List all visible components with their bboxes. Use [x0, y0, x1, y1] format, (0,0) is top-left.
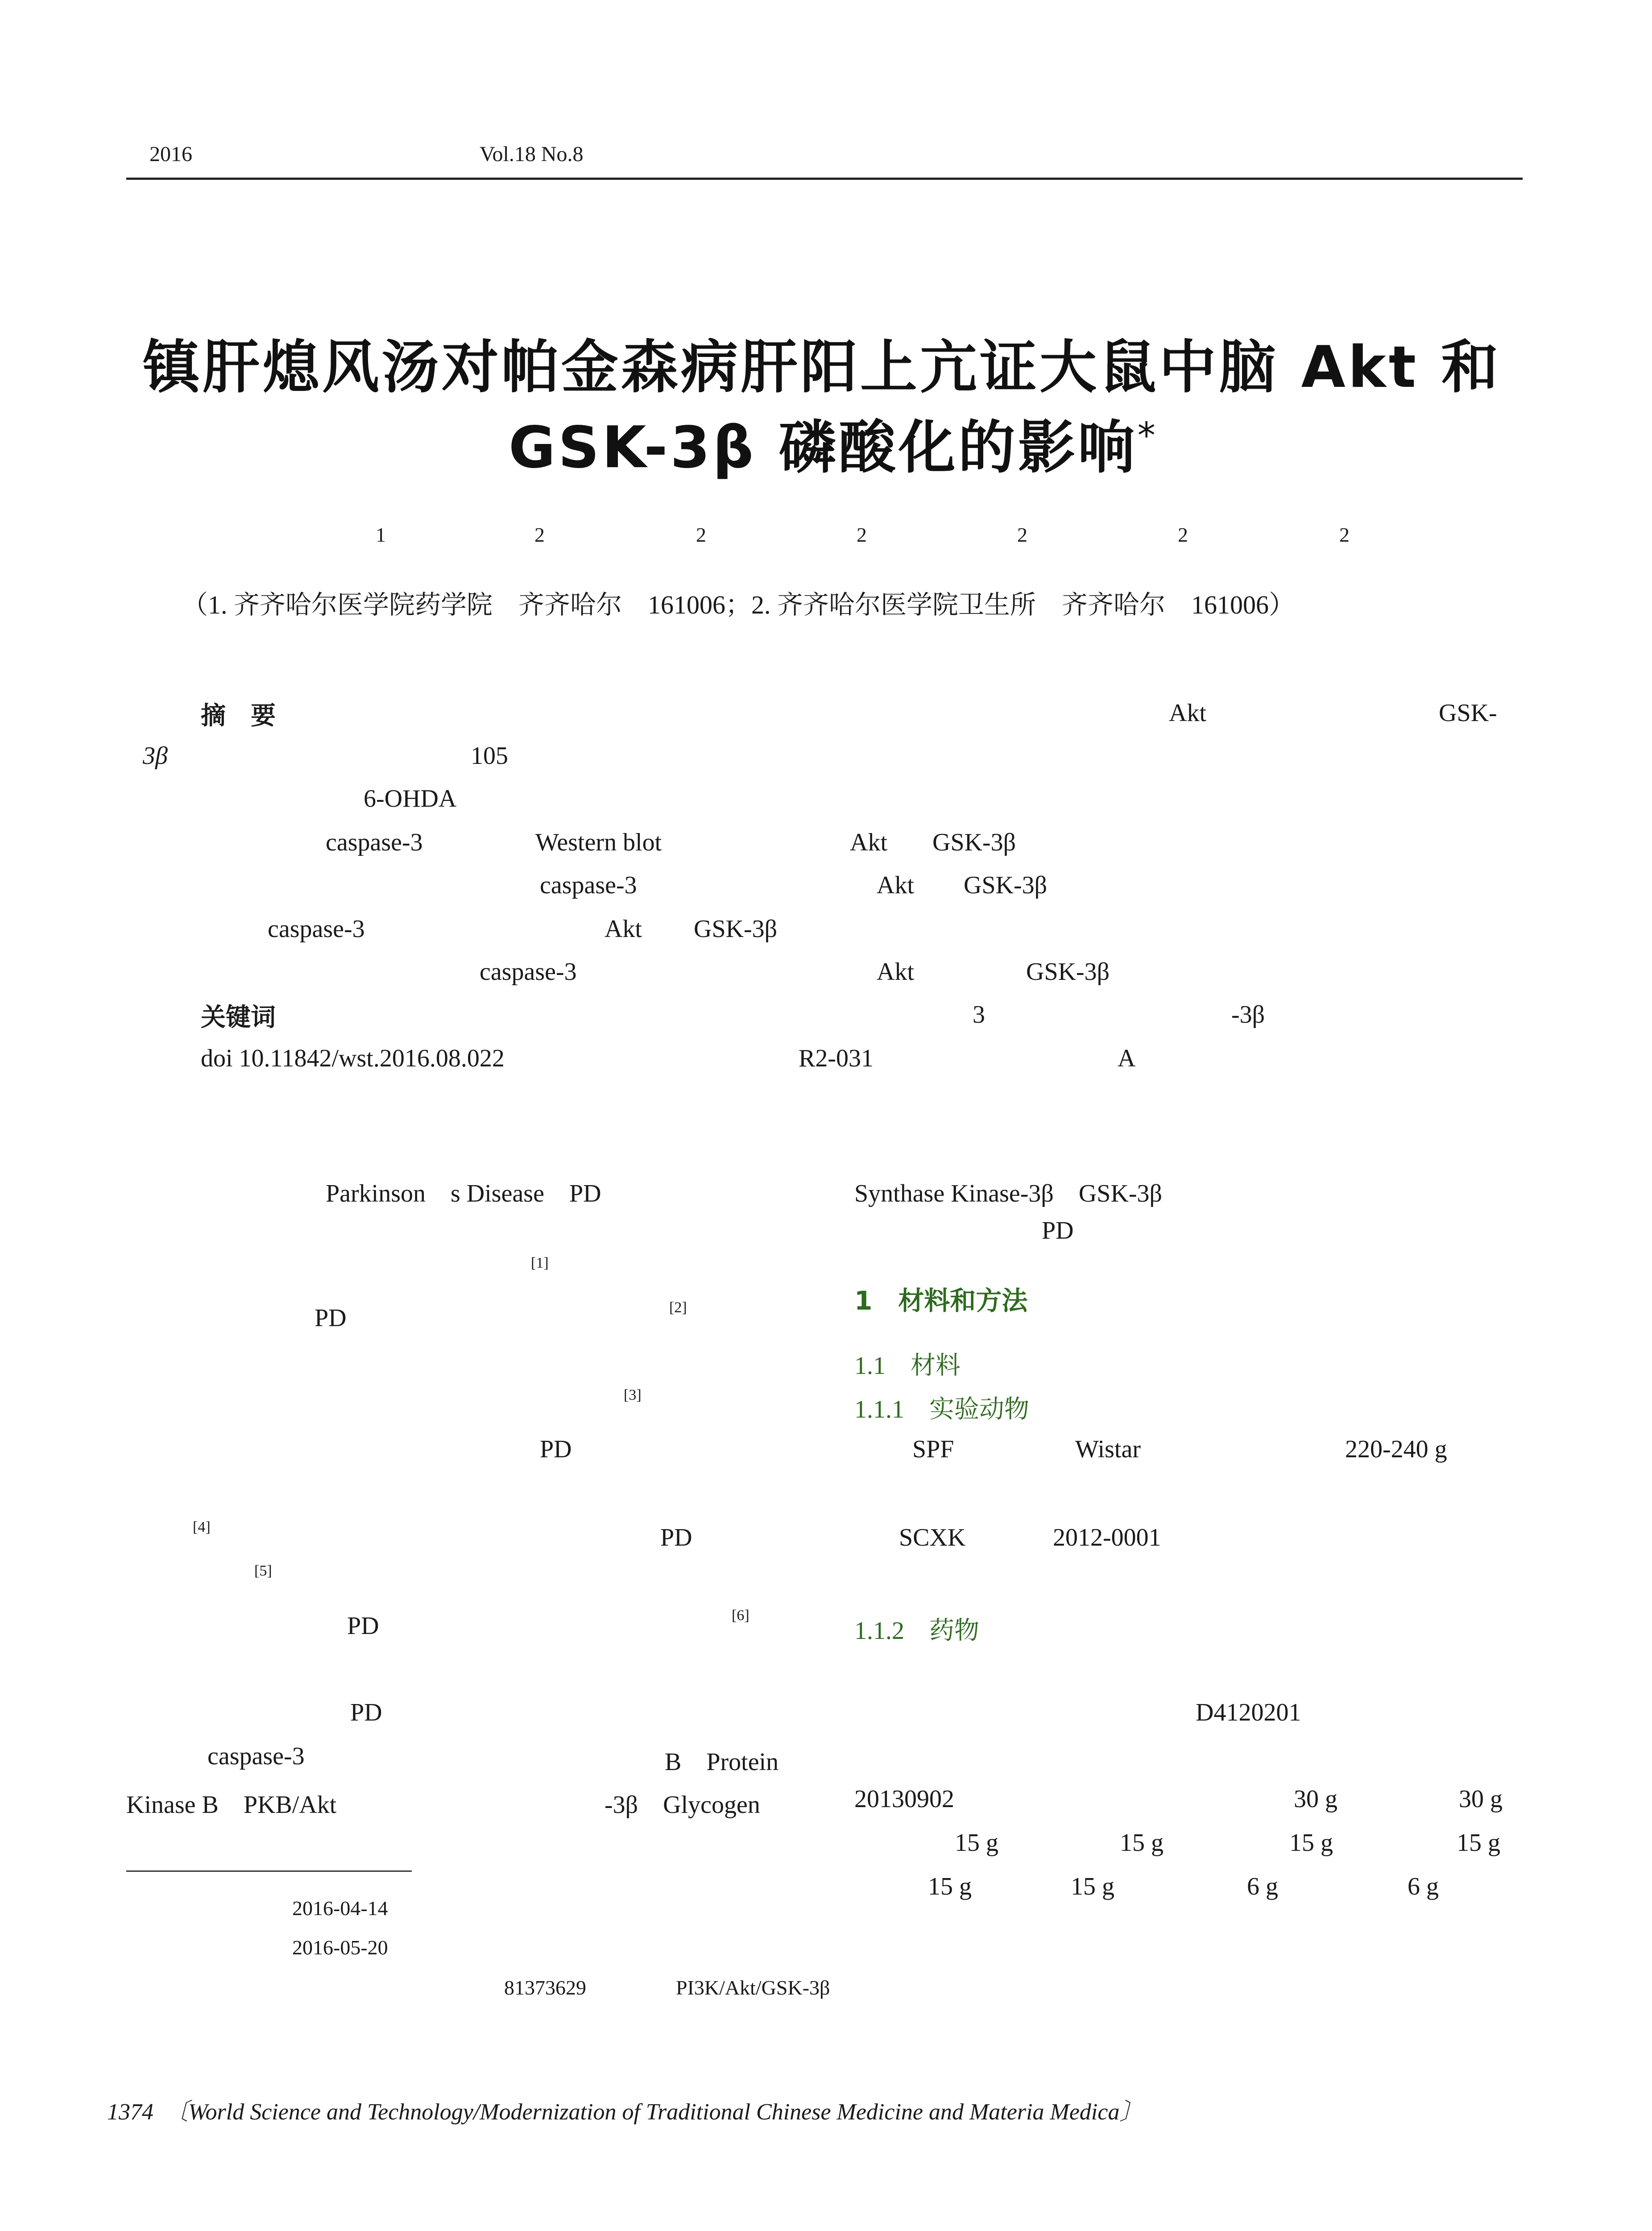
page-footer: 1374 〔World Science and Technology/Modernization of Traditional Chinese Medicine and Materia Medica〕	[107, 2099, 1143, 2125]
doi: doi 10.11842/wst.2016.08.022	[201, 1045, 505, 1072]
ref-2: [2]	[669, 1299, 687, 1316]
abstract-akt-5: Akt	[877, 958, 914, 986]
ref-1: [1]	[531, 1255, 549, 1271]
abstract-caspase-4: caspase-3	[480, 958, 577, 986]
ref-3: [3]	[624, 1387, 642, 1403]
abstract-6ohda: 6-OHDA	[364, 785, 457, 813]
right-weight: 220-240 g	[1345, 1435, 1447, 1463]
keywords-3: 3	[973, 1001, 985, 1028]
left-kinase-b: Kinase B PKB/Akt	[126, 1791, 337, 1819]
right-dose-6b: 6 g	[1408, 1873, 1439, 1900]
affiliation: （1. 齐齐哈尔医学院药学院 齐齐哈尔 161006；2. 齐齐哈尔医学院卫生所 齐齐哈尔 161006）	[182, 590, 1295, 619]
abstract-gsk-5: GSK-3β	[1026, 958, 1110, 986]
abstract-akt-3: Akt	[877, 871, 914, 899]
right-dose-15e: 15 g	[928, 1873, 972, 1900]
abstract-western-blot: Western blot	[535, 829, 662, 856]
ref-5: [5]	[254, 1563, 272, 1579]
right-dose-6a: 6 g	[1247, 1873, 1278, 1900]
author-sup-1: 1	[376, 523, 386, 546]
section-1-heading: 1 材料和方法	[854, 1286, 1028, 1316]
right-spf: SPF	[912, 1435, 954, 1463]
abstract-gsk-3: GSK-3β	[964, 871, 1048, 899]
left-line-1: Parkinson s Disease PD	[326, 1180, 601, 1207]
abstract-gsk-4: GSK-3β	[694, 915, 778, 943]
right-dose-30a: 30 g	[1294, 1785, 1337, 1813]
author-sup-7: 2	[1339, 523, 1350, 546]
right-dose-15d: 15 g	[1457, 1829, 1500, 1857]
right-date: 20130902	[854, 1785, 954, 1813]
right-pd: PD	[1042, 1217, 1074, 1244]
ref-6: [6]	[732, 1607, 749, 1624]
header-rule	[126, 178, 1523, 180]
header-year: 2016	[149, 142, 192, 166]
right-dose-15b: 15 g	[1120, 1829, 1163, 1857]
author-sup-6: 2	[1178, 523, 1188, 546]
abstract-akt-2: Akt	[850, 829, 887, 856]
title-line-1: 镇肝熄风汤对帕金森病肝阳上亢证大鼠中脑 Akt 和	[143, 334, 1501, 401]
left-pd-3: PD	[660, 1524, 692, 1551]
left-protein: B Protein	[665, 1748, 779, 1776]
abstract-gsk: GSK-	[1439, 699, 1497, 727]
header-volume: Vol.18 No.8	[480, 142, 584, 166]
author-sup-3: 2	[696, 523, 706, 546]
title-line-2-text: GSK-3β 磷酸化的影响	[509, 415, 1138, 481]
right-dose-15c: 15 g	[1289, 1829, 1333, 1857]
abstract-3b: 3β	[143, 742, 168, 770]
right-scxk: SCXK	[899, 1524, 966, 1551]
ref-4: [4]	[193, 1519, 211, 1535]
title-asterisk: *	[1137, 415, 1158, 456]
abstract-label: 摘 要	[201, 701, 276, 730]
left-pd-4: PD	[347, 1612, 379, 1640]
author-sup-4: 2	[857, 523, 867, 546]
abstract-akt: Akt	[1169, 699, 1206, 727]
section-1-1-2-heading: 1.1.2 药物	[854, 1617, 979, 1645]
abstract-caspase-1: caspase-3	[326, 829, 423, 856]
keywords-3b: -3β	[1231, 1001, 1265, 1028]
author-sup-5: 2	[1017, 523, 1027, 546]
right-license: 2012-0001	[1053, 1524, 1161, 1551]
right-wistar: Wistar	[1075, 1435, 1141, 1463]
revised-date: 2016-05-20	[292, 1936, 388, 1959]
left-pd-5: PD	[350, 1699, 382, 1726]
right-dose-30b: 30 g	[1459, 1785, 1503, 1813]
title-line-2	[509, 402, 1158, 484]
abstract-caspase-3: caspase-3	[268, 915, 365, 943]
left-caspase: caspase-3	[207, 1742, 305, 1770]
footnote-rule	[126, 1870, 412, 1872]
left-glycogen: -3β Glycogen	[604, 1791, 760, 1819]
left-pd-1: PD	[315, 1304, 347, 1332]
right-batch: D4120201	[1196, 1699, 1301, 1726]
grant-number: 81373629	[504, 1976, 586, 1999]
abstract-akt-4: Akt	[604, 915, 642, 943]
right-dose-15f: 15 g	[1071, 1873, 1114, 1900]
left-pd-2: PD	[540, 1435, 572, 1463]
received-date: 2016-04-14	[292, 1897, 388, 1920]
author-sup-2: 2	[534, 523, 545, 546]
abstract-105: 105	[471, 742, 508, 770]
grant-topic: PI3K/Akt/GSK-3β	[676, 1976, 830, 1999]
keywords-label: 关键词	[201, 1003, 276, 1032]
clc-number: R2-031	[799, 1045, 874, 1072]
abstract-gsk-2: GSK-3β	[932, 829, 1016, 856]
section-1-1-heading: 1.1 材料	[854, 1352, 961, 1380]
abstract-caspase-2: caspase-3	[540, 871, 637, 899]
right-dose-15a: 15 g	[955, 1829, 998, 1857]
right-line-1: Synthase Kinase-3β GSK-3β	[854, 1180, 1163, 1207]
document-code: A	[1118, 1045, 1136, 1072]
section-1-1-1-heading: 1.1.1 实验动物	[854, 1396, 1029, 1423]
